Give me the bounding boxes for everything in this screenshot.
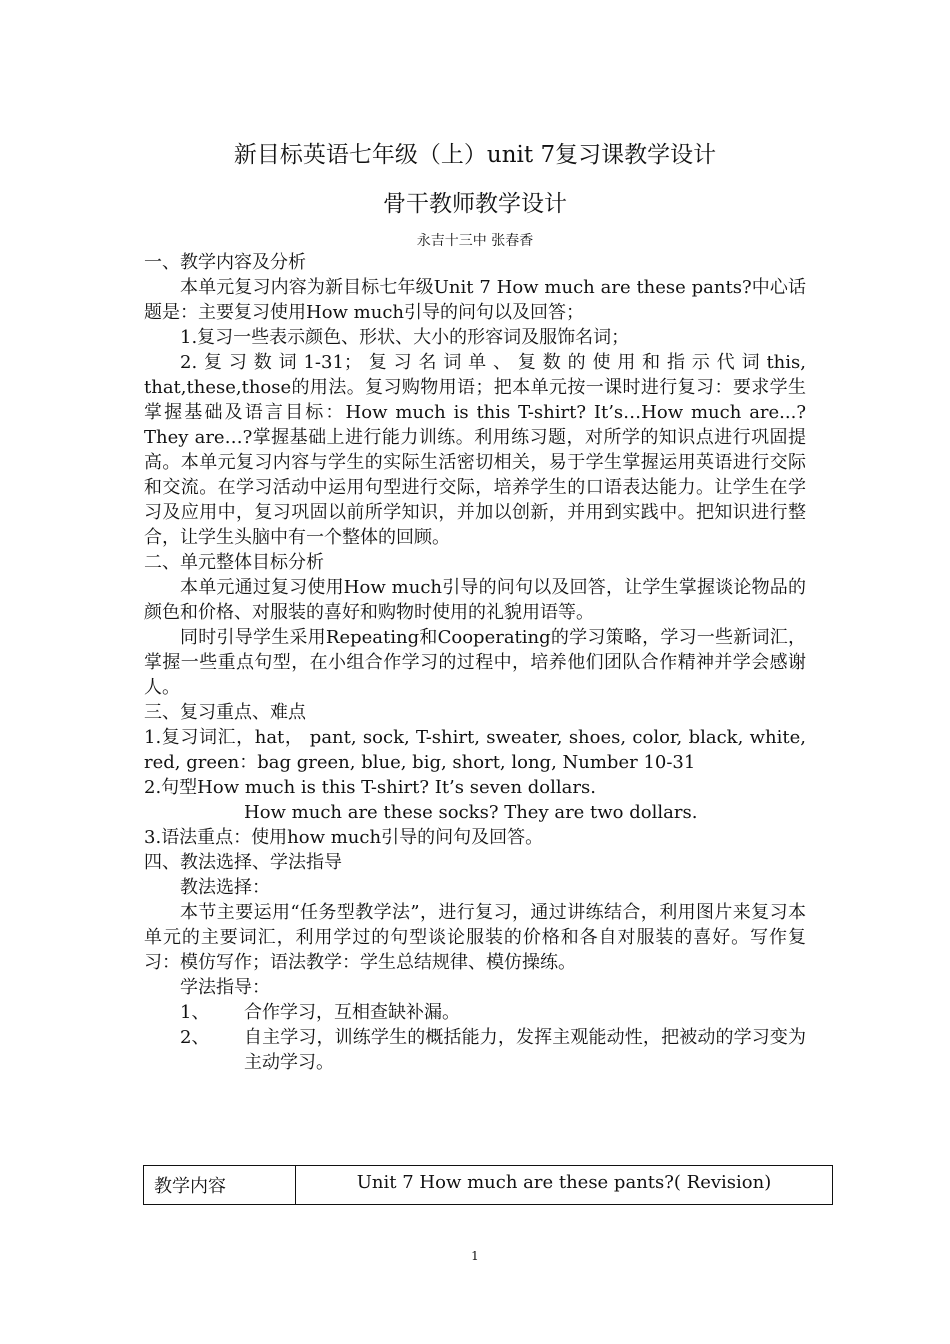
section-heading-1: 一、教学内容及分析: [144, 252, 306, 273]
paragraph: 3.语法重点：使用how much引导的问句及回答。: [144, 827, 544, 848]
section-heading-4: 四、教法选择、学法指导: [144, 852, 342, 873]
paragraph: 2.句型How much is this T-shirt? It’s seven dollars.: [144, 777, 596, 798]
document-subtitle: 骨干教师教学设计: [383, 191, 567, 217]
list-item: [144, 1025, 806, 1075]
paragraph: 本单元复习内容为新目标七年级Unit 7 How much are these pants?中心话题是：主要复习使用How much引导的问句以及回答；: [144, 277, 806, 323]
list-item-number: 2、: [180, 1027, 210, 1048]
content-table: [143, 1165, 833, 1205]
list-item-number: 1、: [180, 1002, 210, 1023]
list-item-text: 自主学习，训练学生的概括能力，发挥主观能动性，把被动的学习变为主动学习。: [244, 1027, 806, 1073]
table-cell-value: Unit 7 How much are these pants?( Revision): [356, 1172, 772, 1193]
list-item: [144, 1000, 806, 1025]
page-number: 1: [471, 1249, 479, 1263]
paragraph: 本单元通过复习使用How much引导的问句以及回答，让学生掌握谈论物品的颜色和价格、对服装的喜好和购物时使用的礼貌用语等。: [144, 577, 806, 623]
section-heading-2: 二、单元整体目标分析: [144, 552, 324, 573]
subheading: 学法指导：: [180, 977, 270, 998]
paragraph: 本节主要运用“任务型教学法”，进行复习，通过讲练结合，利用图片来复习本单元的主要词汇，利用学过的句型谈论服装的价格和各自对服装的喜好。写作复习：模仿写作；语法教学：学生总结规律、模仿操练。: [144, 902, 806, 973]
author-line: 永吉十三中 张春香: [416, 233, 534, 249]
paragraph: 同时引导学生采用Repeating和Cooperating的学习策略，学习一些新词汇，掌握一些重点句型，在小组合作学习的过程中，培养他们团队合作精神并学会感谢人。: [144, 627, 806, 698]
paragraph: 1.复习词汇，hat， pant, sock, T-shirt, sweater, shoes, color, black, white, red, green：bag green, blue, big, short, long, Number 10-31: [144, 727, 806, 773]
list-item-text: 合作学习，互相查缺补漏。: [244, 1002, 460, 1023]
subheading: 教法选择：: [180, 877, 270, 898]
paragraph: 2.复习数词1-31；复习名词单、复数的使用和指示代词this, that,these,those的用法。复习购物用语；把本单元按一课时进行复习：要求学生掌握基础及语言目标：How much is this T-shirt? It’s…How much are...?They are…?掌握基础上进行能力训练。利用练习题，对所学的知识点进行巩固提高。本单元复习内容与学生的实际生活密切相关，易于学生掌握运用英语进行交际和交流。在学习活动中运用句型进行交际，培养学生的口语表达能力。让学生在学习及应用中，复习巩固以前所学知识，并加以创新，并用到实践中。把知识进行整合，让学生头脑中有一个整体的回顾。: [144, 352, 806, 548]
paragraph: 1.复习一些表示颜色、形状、大小的形容词及服饰名词；: [180, 327, 630, 348]
document-title: 新目标英语七年级（上）unit 7复习课教学设计: [233, 142, 717, 168]
paragraph: How much are these socks? They are two dollars.: [244, 802, 698, 823]
section-heading-3: 三、复习重点、难点: [144, 702, 306, 723]
table-cell-label: 教学内容: [144, 1166, 296, 1204]
document-body: [144, 250, 806, 1075]
